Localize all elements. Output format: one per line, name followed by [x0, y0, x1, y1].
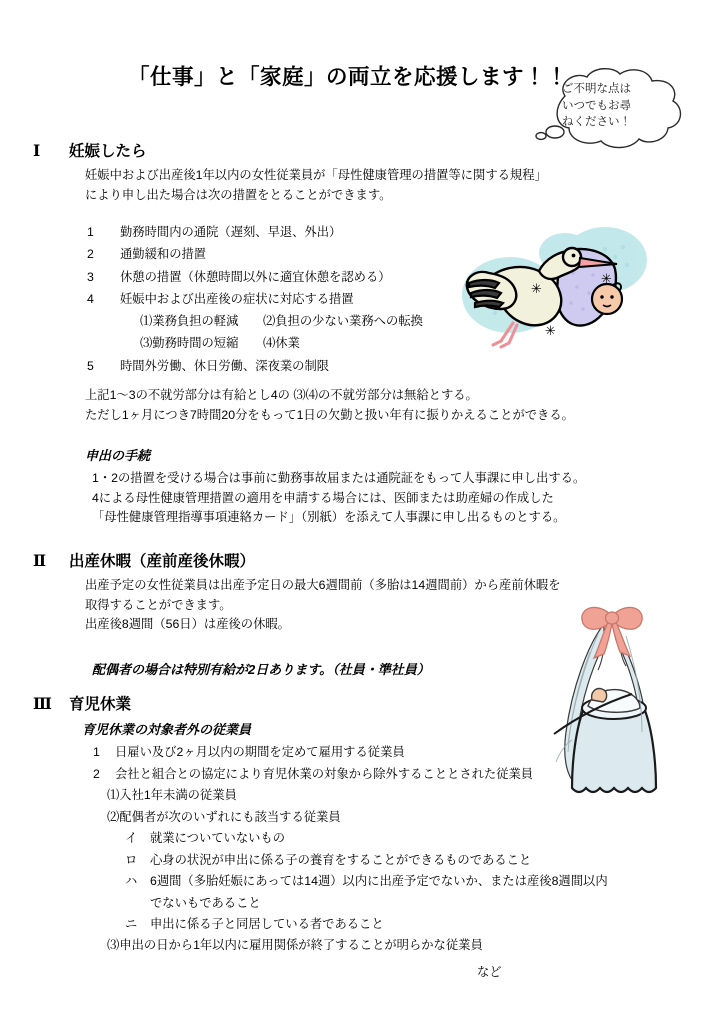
procedure-lines: [92, 469, 585, 528]
bubble-line-3: ねください！: [562, 116, 631, 128]
section-2-line-1: 出産予定の女性従業員は出産予定日の最大6週間前（多胎は14週間前）から産前休暇を: [85, 578, 561, 592]
exclusion-text-1: 日雇い及び2ヶ月以内の期間を定めて雇用する従業員: [115, 745, 405, 759]
measure-4-subitem-2: ⑶勤務時間の短縮 ⑷休業: [140, 336, 300, 351]
section-title-3: 育児休業: [69, 696, 132, 713]
intro-line-1: 妊娠中および出産後1年以内の女性従業員が「母性健康管理の措置等に関する規程」: [85, 168, 547, 182]
procedure-line-3: 「母性健康管理指導事項連絡カード」（別紙）を添えて人事課に申し出るものとする。: [92, 510, 566, 524]
measure-text-2: 通勤緩和の措置: [120, 247, 207, 262]
exclusion-text-2: 会社と組合との協定により育児休業の対象から除外することとされた従業員: [115, 766, 534, 781]
measure-number-3: 3: [87, 269, 94, 284]
kana-item-ha: [125, 871, 608, 893]
section-numeral-3: Ⅲ: [33, 696, 52, 713]
measure-text-1: 勤務時間内の通院（遅刻、早退、外出）: [120, 225, 342, 239]
svg-text:✳: ✳: [531, 282, 542, 297]
measure-4-subitem-1: ⑴業務負担の軽減 ⑵負担の少ない業務への転換: [140, 314, 423, 329]
measure-item-4: [87, 288, 423, 310]
measure-number-5: 5: [87, 358, 94, 373]
paren-list-1: [107, 785, 341, 828]
kana-condition-list: [125, 828, 608, 936]
procedure-heading: 申出の手続: [85, 448, 151, 463]
exclusion-item-1: [93, 742, 533, 764]
pay-note-1: 上記1～3の不就労部分は有給とし4の ⑶⑷の不就労部分は無給とする。: [85, 388, 478, 402]
kana-text-ha: 6週間（多胎妊娠にあっては14週）以内に出産予定でないか、または産後8週間以内: [150, 874, 608, 888]
measure-text-5: 時間外労働、休日労働、深夜業の制限: [120, 358, 330, 373]
section-2-line-2: 取得することができます。: [85, 597, 232, 612]
section-heading-3: [33, 694, 131, 715]
kana-text-ni: 申出に係る子と同居している者であること: [150, 917, 384, 931]
svg-text:✳: ✳: [601, 272, 612, 287]
paren-item-3: ⑶申出の日から1年以内に雇用関係が終了することが明らかな従業員: [107, 938, 483, 952]
childcare-exclusion-heading: 育児休業の対象者外の従業員: [82, 722, 252, 737]
paren-item-1: ⑴入社1年未満の従業員: [107, 788, 237, 802]
thought-bubble-text: [562, 81, 658, 131]
exclusion-item-2: [93, 764, 533, 786]
kana-text-ha-continued: でないもであること: [150, 895, 261, 910]
kana-text-ro: 心身の状況が申出に係る子の養育をすることができるものであること: [150, 852, 532, 867]
measure-item-2: [87, 243, 423, 265]
kana-item-ni: [125, 914, 608, 936]
measure-item-3: [87, 266, 423, 288]
measure-number-4: 4: [87, 291, 94, 306]
measures-list: [87, 221, 423, 377]
pay-note-2: ただし1ヶ月につき7時間20分をもって1日の欠勤と扱い年有に振りかえることができる。: [85, 407, 574, 422]
section-title-2: 出産休暇（産前産後休暇）: [69, 553, 256, 570]
measure-text-4: 妊娠中および出産後の症状に対応する措置: [120, 291, 354, 306]
bubble-line-2: いつでもお尋: [562, 99, 631, 112]
section-heading-2: [33, 551, 255, 572]
section-heading-1: [33, 141, 147, 162]
procedure-line-1: 1・2の措置を受ける場合は事前に勤務事故届または通院証をもって人事課に申し出する。: [92, 471, 586, 485]
thought-bubble: [535, 66, 695, 161]
measure-number-2: 2: [87, 247, 94, 262]
svg-text:✳: ✳: [545, 324, 556, 339]
kana-item-i: [125, 828, 608, 850]
stork-carrying-baby-icon: [455, 225, 655, 375]
etc-note: など: [477, 965, 502, 979]
measure-text-3: 休憩の措置（休憩時間以外に適宜休憩を認める）: [120, 269, 391, 284]
section-2-lines: [85, 576, 561, 635]
measure-item-1: [87, 221, 423, 243]
kana-marker-i: イ: [125, 831, 138, 845]
measure-item-5: [87, 355, 423, 377]
kana-item-ro: [125, 850, 608, 872]
bubble-line-1: ご不明な点は: [562, 83, 631, 95]
kana-marker-ha: ハ: [125, 874, 138, 888]
kana-text-i: 就業についていないもの: [150, 831, 286, 845]
section-numeral-1: Ⅰ: [33, 143, 41, 160]
section-1-pay-notes: [85, 386, 574, 425]
section-title-1: 妊娠したら: [69, 143, 147, 160]
exclusion-number-2: 2: [93, 766, 100, 781]
section-1-intro: [85, 166, 547, 205]
intro-line-2: により申し出た場合は次の措置をとることができます。: [85, 187, 392, 202]
procedure-line-2: 4による母性健康管理措置の適用を申請する場合には、医師または助産婦の作成した: [92, 490, 554, 505]
paren-item-2: ⑵配偶者が次のいずれにも該当する従業員: [107, 809, 341, 824]
exclusion-number-1: 1: [93, 745, 100, 759]
childcare-exclusion-list: [93, 742, 533, 785]
section-2-line-3: 出産後8週間（56日）は産後の休暇。: [85, 617, 290, 631]
measure-number-1: 1: [87, 225, 94, 239]
kana-marker-ro: ロ: [125, 852, 138, 867]
kana-marker-ni: ニ: [125, 917, 138, 931]
stork-illustration: [455, 225, 655, 375]
section-numeral-2: Ⅱ: [33, 553, 47, 570]
spouse-special-leave-note: 配偶者の場合は特別有給が2日あります。（社員・準社員）: [92, 662, 430, 677]
page-title: 「仕事」と「家庭」の両立を応援します！！: [128, 65, 569, 89]
